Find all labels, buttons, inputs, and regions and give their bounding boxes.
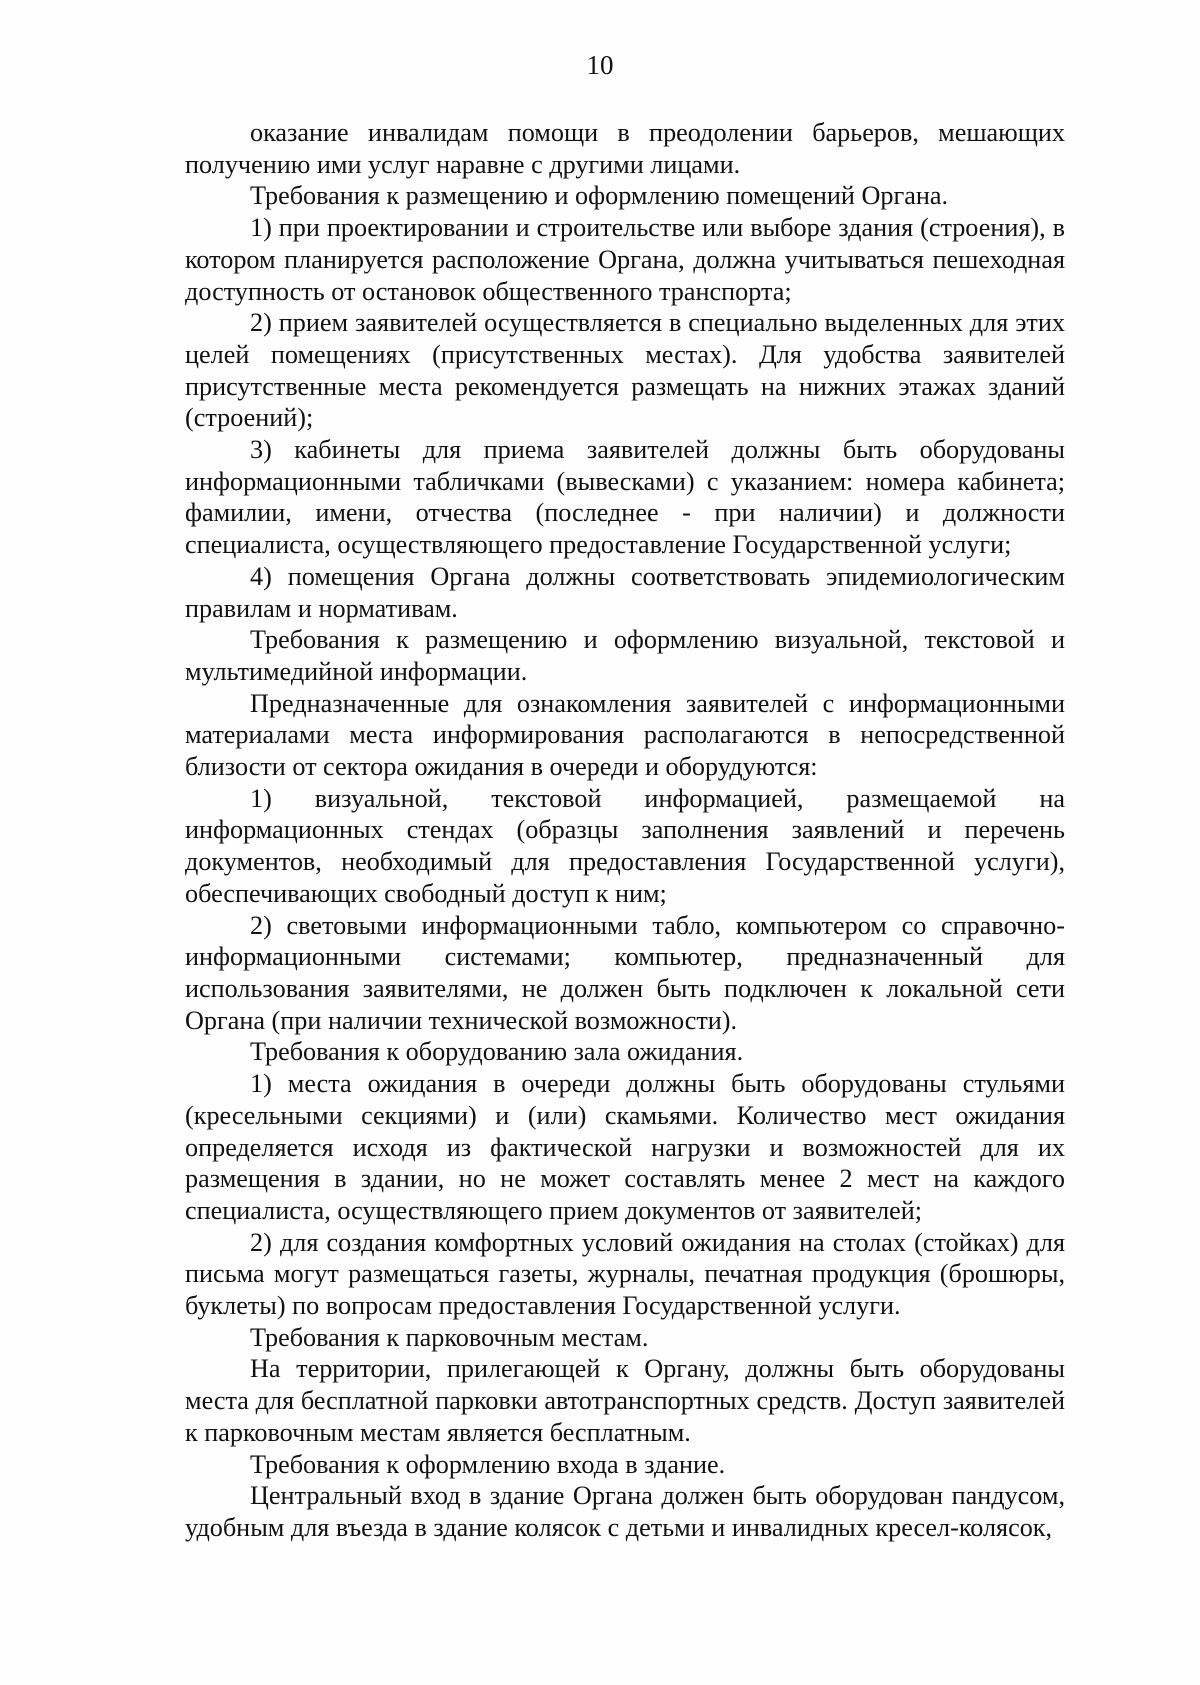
list-item-information-1: 1) визуальной, текстовой информацией, размещаемой на информационных стендах (образцы заполнения заявлений и перечень документов, необходимый для предоставления Государственной услуги), обеспечивающих свободный доступ к ним; [185,783,1065,908]
heading-entrance-requirements: Требования к оформлению входа в здание. [250,1449,726,1479]
heading-waiting-hall-requirements: Требования к оборудованию зала ожидания. [250,1037,744,1067]
list-item-waiting-1: 1) места ожидания в очереди должны быть оборудованы стульями (кресельными секциями) и (или) скамьями. Количество мест ожидания определяется исходя из фактической нагрузки и возможностей для их размещения в здании, но не может составлять менее 2 мест на каждого специалиста, осуществляющего прием документов от заявителей; [185,1069,1065,1225]
heading-information-requirements: Требования к размещению и оформлению визуальной, текстовой и мультимедийной информации. [185,625,1065,686]
list-item-premises-3: 3) кабинеты для приема заявителей должны быть оборудованы информационными табличками (вывесками) с указанием: номера кабинета; фамилии, имени, отчества (последнее - при наличии) и должности специалиста, осуществляющего предоставление Государственной услуги; [185,435,1065,560]
paragraph-information-places: Предназначенные для ознакомления заявителей с информационными материалами места информирования располагаются в непосредственной близости от сектора ожидания в очереди и оборудуются: [185,688,1065,782]
document-body [185,117,1065,1544]
page-number: 10 [586,50,614,80]
list-item-waiting-2: 2) для создания комфортных условий ожидания на столах (стойках) для письма могут размещаться газеты, журналы, печатная продукция (брошюры, буклеты) по вопросам предоставления Государственной услуги. [185,1227,1065,1321]
list-item-information-2: 2) световыми информационными табло, компьютером со справочно-информационными системами; компьютер, предназначенный для использования заявителями, не должен быть подключен к локальной сети Органа (при наличии технической возможности). [185,910,1065,1035]
list-item-premises-1: 1) при проектировании и строительстве или выборе здания (строения), в котором планируется расположение Органа, должна учитываться пешеходная доступность от остановок общественного транспорта; [185,213,1065,306]
paragraph-parking: На территории, прилегающей к Органу, должны быть оборудованы места для бесплатной парковки автотранспортных средств. Доступ заявителей к парковочным местам является бесплатным. [185,1354,1065,1447]
list-item-premises-4: 4) помещения Органа должны соответствовать эпидемиологическим правилам и нормативам. [185,561,1065,623]
heading-premises-requirements: Требования к размещению и оформлению помещений Органа. [250,181,949,211]
paragraph-entrance: Центральный вход в здание Органа должен быть оборудован пандусом, удобным для въезда в здание колясок с детьми и инвалидных кресел-колясок, [185,1481,1065,1542]
heading-parking-requirements: Требования к парковочным местам. [250,1322,649,1352]
paragraph-continuation: оказание инвалидам помощи в преодолении барьеров, мешающих получению ими услуг наравне с другими лицами. [185,118,1065,179]
list-item-premises-2: 2) прием заявителей осуществляется в специально выделенных для этих целей помещениях (присутственных местах). Для удобства заявителей присутственные места рекомендуется размещать на нижних этажах зданий (строений); [185,308,1065,433]
